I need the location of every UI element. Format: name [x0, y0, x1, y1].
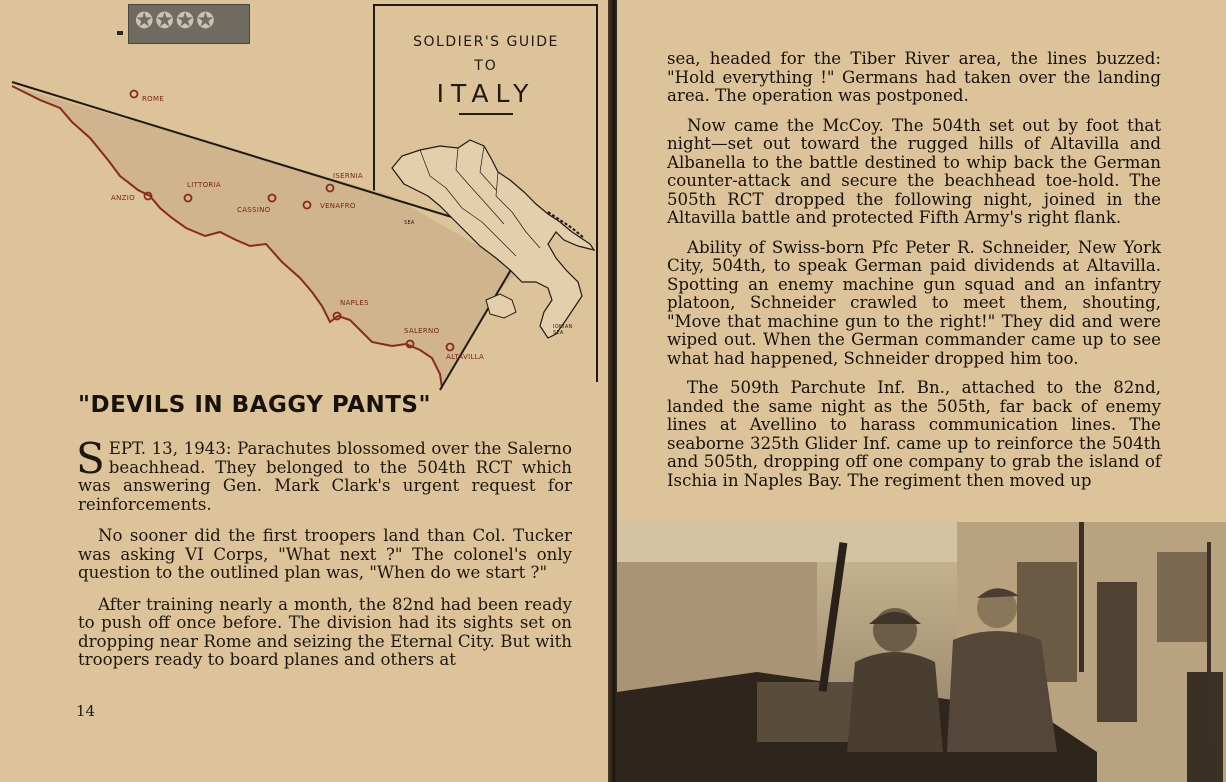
division-insignia: [128, 4, 250, 44]
right-paragraph-2: Now came the McCoy. The 504th set out by foot that night—set out toward the rugged hills of Altavilla and Albanella to the battle destined to whip back the German counter-attack and secure the beachhead toe-hold. The 505th RCT dropped the following night, joined in the Altavilla battle and protected Fifth Army's right flank.: [667, 115, 1161, 227]
map-label-littoria: LITTORIA: [187, 181, 222, 189]
stars-icon: ✪✪✪✪: [135, 9, 217, 34]
guide-title: [376, 34, 596, 115]
right-paragraph-4: The 509th Parchute Inf. Bn., attached to the 82nd, landed the same night as the 505th, far back of enemy lines at Avellino to harass communication lines. The seaborne 325th Glider Inf. came up to reinforce the 504th and 505th, dropping off one company to grab the island of Ischia in Naples Bay. The regiment then moved up: [667, 378, 1161, 490]
coast-region: [12, 86, 520, 388]
map-label-anzio: ANZIO: [111, 194, 135, 202]
title-underline: [459, 113, 513, 115]
left-paragraph-1-text: EPT. 13, 1943: Parachutes blossomed over the Salerno beachhead. They belonged to the 504th RCT which was answering Gen. Mark Clark's urgent request for reinforcements.: [78, 439, 572, 514]
map-label-rome: ROME: [142, 95, 165, 103]
map-label-ionian-sea: IONIAN SEA: [553, 324, 573, 336]
drop-cap: S: [76, 434, 105, 483]
guide-title-line3: ITALY: [436, 79, 536, 108]
map-label-venafro: VENAFRO: [320, 202, 356, 210]
guide-title-line1: SOLDIER'S GUIDE: [413, 34, 559, 50]
right-paragraph-3: Ability of Swiss-born Pfc Peter R. Schneider, New York City, 504th, to speak German paid dividends at Altavilla. Spotting an enemy machine gun squad and an infantry platoon, Schneider crawled to meet them, shouting, "Move that machine gun to the right!" They did and were wiped out. When the German commander came up to see what had happened, Schneider dropped him too.: [667, 237, 1161, 368]
guide-title-line2: TO: [474, 58, 498, 74]
map-label-naples: NAPLES: [340, 299, 369, 307]
rome-marker: [131, 91, 138, 98]
chapter-headline: "DEVILS IN BAGGY PANTS": [78, 392, 431, 418]
map-label-salerno: SALERNO: [404, 327, 440, 335]
map-label-sea: SEA: [404, 220, 415, 226]
soldiers-photo: [617, 522, 1226, 782]
map-label-altavilla: ALTAVILLA: [446, 353, 485, 361]
map-label-cassino: CASSINO: [237, 206, 271, 214]
left-paragraph-1: [76, 434, 572, 514]
page-number: 14: [76, 702, 96, 720]
map-label-isernia: ISERNIA: [333, 172, 363, 180]
badge-mark: [117, 31, 123, 35]
left-paragraph-3: After training nearly a month, the 82nd had been ready to push off once before. The division had its sights set on dropping near Rome and seizing the Eternal City. But with troopers ready to board planes and others at: [78, 594, 572, 669]
right-paragraph-1: sea, headed for the Tiber River area, the lines buzzed: "Hold everything !" Germans had taken over the landing area. The operation was postponed.: [667, 49, 1161, 105]
right-body-text: [667, 50, 1161, 501]
left-page: [0, 0, 610, 782]
left-paragraph-2: No sooner did the first troopers land than Col. Tucker was asking VI Corps, "What next ?" The colonel's only question to the outlined plan was, "When do we start ?": [78, 526, 572, 582]
left-body-text: [76, 434, 572, 683]
sicily-inset: [486, 294, 516, 318]
